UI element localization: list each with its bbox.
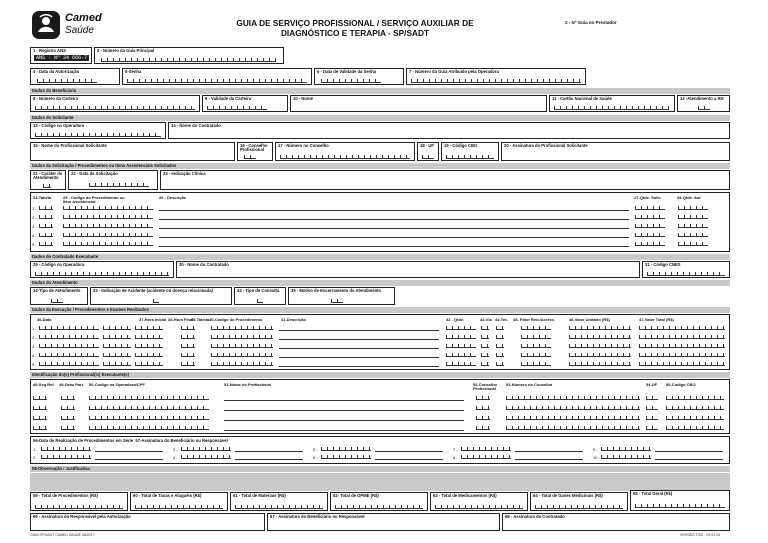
field-nome-contratado-exec[interactable]: 30 - Nome do Contratado — [176, 261, 640, 278]
via-cell[interactable] — [481, 335, 489, 339]
hora-inicial-cell[interactable] — [103, 362, 131, 366]
serie-assinatura-cell[interactable] — [235, 459, 303, 460]
cbo-cell[interactable] — [666, 426, 724, 430]
serie-data-cell[interactable] — [601, 455, 651, 459]
valor-total-cell[interactable] — [639, 326, 725, 330]
codigo-cell[interactable] — [211, 344, 273, 348]
nome-profissional-cell[interactable] — [224, 410, 464, 411]
hora-inicial-cell[interactable] — [103, 353, 131, 357]
descricao-cell[interactable] — [159, 210, 629, 211]
tabela-cell[interactable] — [39, 233, 53, 237]
valor-total-cell[interactable] — [639, 362, 725, 366]
numero-conselho-cell[interactable] — [506, 416, 640, 420]
numero-conselho-cell[interactable] — [506, 396, 640, 400]
grau-part-cell[interactable] — [61, 416, 75, 420]
hora-inicial-cell[interactable] — [103, 326, 131, 330]
conselho-cell[interactable] — [476, 396, 490, 400]
serie-assinatura-cell[interactable] — [375, 451, 443, 452]
serie-data-cell[interactable] — [41, 447, 91, 451]
descricao-cell[interactable] — [159, 219, 629, 220]
section-beneficiario: Dados do Beneficiário — [30, 88, 730, 94]
footer-right: VERSÃO TISS - 03.03.03 — [680, 533, 721, 537]
qtde-cell[interactable] — [446, 335, 476, 339]
page-title: GUIA DE SERVIÇO PROFISSIONAL / SERVIÇO AUXILIAR DE DIAGNÓSTICO E TERAPIA - SP/SADT — [236, 18, 474, 38]
serie-data-cell[interactable] — [461, 447, 511, 451]
fator-cell[interactable] — [521, 353, 551, 357]
table-row-label: 3 - — [32, 224, 37, 229]
serie-data-cell[interactable] — [181, 447, 231, 451]
section-contratado: Dados do Contratado Executante — [30, 254, 730, 260]
uf-cell[interactable] — [646, 406, 658, 410]
table-procedimentos-solicitados: 24-Tabela 25 - Código do Procedimento ou Item Assistencial 26 - Descrição 27-Qtde. Solic 28-Qtde. Aut 1 - 2 - 3 - 4 - 5 - — [30, 192, 730, 252]
field-data-solicitacao[interactable]: 22 - Data da Solicitação — [68, 170, 158, 190]
tabela-cell[interactable] — [181, 335, 195, 339]
codigo-cell[interactable] — [63, 224, 153, 228]
seq-ref-cell[interactable] — [33, 406, 47, 410]
fator-cell[interactable] — [521, 335, 551, 339]
uf-cell[interactable] — [646, 396, 658, 400]
qtde-aut-cell[interactable] — [678, 224, 708, 228]
qtde-solic-cell[interactable] — [635, 215, 665, 219]
descricao-cell[interactable] — [279, 366, 439, 367]
table-row-label: 4 - — [32, 353, 37, 358]
valor-unitario-cell[interactable] — [569, 326, 631, 330]
field-total-gases[interactable]: 64 - Total de Gases Medicinais (R$) — [530, 492, 628, 511]
descricao-cell[interactable] — [159, 228, 629, 229]
field-numero-carteira[interactable]: 8 - Número da Carteira — [30, 95, 200, 112]
qtde-aut-cell[interactable] — [678, 206, 708, 210]
qtde-cell[interactable] — [446, 362, 476, 366]
descricao-cell[interactable] — [159, 246, 629, 247]
field-numero-conselho[interactable]: 17 - Número no Conselho — [275, 142, 415, 161]
field-cbo-solic[interactable]: 19 - Código CBO — [441, 142, 499, 161]
hora-final-cell[interactable] — [135, 335, 163, 339]
cbo-cell[interactable] — [666, 406, 724, 410]
serie-data-cell[interactable] — [181, 455, 231, 459]
valor-unitario-cell[interactable] — [569, 353, 631, 357]
cbo-cell[interactable] — [666, 396, 724, 400]
valor-unitario-cell[interactable] — [569, 362, 631, 366]
valor-total-cell[interactable] — [639, 344, 725, 348]
codigo-cpf-cell[interactable] — [89, 416, 209, 420]
nome-profissional-cell[interactable] — [224, 400, 464, 401]
valor-total-cell[interactable] — [639, 353, 725, 357]
field-atendimento-rn[interactable]: 12 -Atendimento a RN — [677, 95, 730, 112]
field-guia-principal[interactable]: 3 - Número da Guia Principal — [94, 47, 284, 64]
codigo-cell[interactable] — [211, 326, 273, 330]
qtde-solic-cell[interactable] — [635, 233, 665, 237]
serie-data-cell[interactable] — [321, 447, 371, 451]
field-tipo-atendimento[interactable]: 32-Tipo de Atendimento — [30, 287, 88, 305]
tec-cell[interactable] — [496, 326, 504, 330]
descricao-cell[interactable] — [159, 237, 629, 238]
section-profissionais: Identificação do(s) Profissional(is) Executante(s) — [30, 372, 730, 378]
serie-item-label: 5 - — [313, 447, 318, 452]
serie-assinatura-cell[interactable] — [95, 451, 163, 452]
uf-cell[interactable] — [646, 426, 658, 430]
serie-item-label: 7 - — [453, 447, 458, 452]
field-assinatura-beneficiario[interactable]: 67 - Assinatura do Beneficiário ou Responsável — [267, 513, 500, 531]
qtde-solic-cell[interactable] — [635, 242, 665, 246]
table-row-label: 4 - — [32, 233, 37, 238]
logo-text-saude: Saúde — [65, 25, 94, 36]
data-cell[interactable] — [39, 326, 99, 330]
tabela-cell[interactable] — [39, 215, 53, 219]
tabela-cell[interactable] — [181, 362, 195, 366]
field-nome-contratado-solic[interactable]: 14 - Nome do Contratado — [168, 122, 730, 139]
table-row-label: 2 - — [32, 215, 37, 220]
serie-assinatura-cell[interactable] — [655, 459, 723, 460]
hora-final-cell[interactable] — [135, 362, 163, 366]
via-cell[interactable] — [481, 353, 489, 357]
section-solicitacao: Dados da Solicitação / Procedimentos ou Itens Assistenciais Solicitados — [30, 163, 730, 169]
qtde-cell[interactable] — [446, 344, 476, 348]
field-codigo-operadora-exec[interactable]: 29 - Código na Operadora — [30, 261, 174, 278]
serie-item-label: 2 - — [33, 455, 38, 460]
section-observacao: 58-Observação / Justificativa — [30, 466, 730, 472]
table-row-label: 1 - — [32, 206, 37, 211]
descricao-cell[interactable] — [279, 357, 439, 358]
tabela-cell[interactable] — [39, 224, 53, 228]
via-cell[interactable] — [481, 362, 489, 366]
field-assinatura-autorizacao[interactable]: 66 - Assinatura do Responsável pela Autorização — [30, 513, 265, 531]
field-cnes[interactable]: 31 - Código CNES — [642, 261, 730, 278]
cbo-cell[interactable] — [666, 416, 724, 420]
serie-data-cell[interactable] — [41, 455, 91, 459]
field-tipo-consulta[interactable]: 34 - Tipo de Consulta — [234, 287, 286, 305]
guia-prestador-label: 2 - Nº Guia no Prestador — [565, 20, 617, 25]
field-assinatura-contratado[interactable]: 68 - Assinatura do Contratado — [502, 513, 730, 531]
tec-cell[interactable] — [496, 335, 504, 339]
serie-assinatura-cell[interactable] — [655, 451, 723, 452]
hora-final-cell[interactable] — [135, 353, 163, 357]
serie-data-cell[interactable] — [461, 455, 511, 459]
codigo-cell[interactable] — [63, 206, 153, 210]
valor-total-cell[interactable] — [639, 335, 725, 339]
seq-ref-cell[interactable] — [33, 416, 47, 420]
serie-item-label: 4 - — [173, 455, 178, 460]
field-uf-solic[interactable]: 18 - UF — [417, 142, 439, 161]
tabela-cell[interactable] — [181, 326, 195, 330]
grau-part-cell[interactable] — [61, 396, 75, 400]
qtde-solic-cell[interactable] — [635, 206, 665, 210]
conselho-cell[interactable] — [476, 426, 490, 430]
serie-data-cell[interactable] — [601, 447, 651, 451]
codigo-cpf-cell[interactable] — [89, 396, 209, 400]
grau-part-cell[interactable] — [61, 406, 75, 410]
nome-profissional-cell[interactable] — [224, 420, 464, 421]
table-profissionais: 48-Seq.Ref 49-Grau Part. 50-Código na Operadora/CPF 51-Nome do Profissional 52-Conselho Profissional 53-Número no Conselho 54-UF 55-Código CBO — [30, 379, 730, 434]
codigo-cell[interactable] — [211, 353, 273, 357]
valor-unitario-cell[interactable] — [569, 335, 631, 339]
field-observacao[interactable] — [30, 473, 730, 491]
tabela-cell[interactable] — [181, 353, 195, 357]
hora-final-cell[interactable] — [135, 326, 163, 330]
fator-cell[interactable] — [521, 362, 551, 366]
qtde-aut-cell[interactable] — [678, 242, 708, 246]
field-validade-carteira[interactable]: 9 - Validade da Carteira — [202, 95, 288, 112]
tec-cell[interactable] — [496, 344, 504, 348]
serie-item-label: 3 - — [173, 447, 178, 452]
field-profissional-solicitante[interactable]: 15 - Nome do Profissional Solicitante — [30, 142, 235, 161]
serie-assinatura-cell[interactable] — [515, 459, 583, 460]
footer-left: GUIA SP/SADT CAMED SAUDE 08/2017 — [30, 533, 95, 537]
serie-assinatura-cell[interactable] — [95, 459, 163, 460]
codigo-cell[interactable] — [63, 233, 153, 237]
descricao-cell[interactable] — [279, 339, 439, 340]
field-procedimentos-serie[interactable]: 56-Data de Realização de Procedimentos em Série 57-Assinatura do Beneficiário ou Responsável 1 - 2 - 3 - 4 - 5 - 6 - 7 - 8 - 9 - 10 - — [30, 436, 730, 464]
section-atendimento: Dados do Atendimento — [30, 280, 730, 286]
field-total-medicamentos[interactable]: 63 - Total de Medicamentos (R$) — [430, 492, 528, 511]
qtde-cell[interactable] — [446, 326, 476, 330]
field-assinatura-solicitante[interactable]: 20 - Assinatura do Profissional Solicitante — [501, 142, 730, 161]
field-senha[interactable]: 5-Senha — [122, 68, 312, 85]
field-carater-atendimento[interactable]: 21 - Caráter do Atendimento — [30, 170, 66, 190]
serie-item-label: 10 - — [593, 455, 600, 460]
serie-item-label: 6 - — [313, 455, 318, 460]
fator-cell[interactable] — [521, 344, 551, 348]
data-cell[interactable] — [39, 335, 99, 339]
field-total-opme[interactable]: 62- Total de OPME (R$) — [330, 492, 428, 511]
field-cartao-nacional[interactable]: 11 - Cartão Nacional de Saúde — [549, 95, 675, 112]
camed-logo-icon — [31, 10, 61, 40]
field-codigo-operadora-solic[interactable]: 13 - Código na Operadora — [30, 122, 166, 139]
numero-conselho-cell[interactable] — [506, 426, 640, 430]
qtde-aut-cell[interactable] — [678, 233, 708, 237]
field-motivo-encerramento[interactable]: 35 - Motivo de Encerramento do Atendimento — [288, 287, 395, 305]
numero-conselho-cell[interactable] — [506, 406, 640, 410]
field-nome-beneficiario[interactable]: 10 - Nome — [290, 95, 547, 112]
field-validade-senha[interactable]: 6 - Data de Validade da Senha — [314, 68, 404, 85]
conselho-cell[interactable] — [476, 416, 490, 420]
serie-item-label: 1 - — [33, 447, 38, 452]
table-row-label: 3 - — [32, 344, 37, 349]
data-cell[interactable] — [39, 353, 99, 357]
field-total-procedimentos[interactable]: 59 - Total de Procedimentos (R$) — [30, 492, 128, 511]
field-total-materiais[interactable]: 61 - Total de Materiais (R$) — [230, 492, 328, 511]
codigo-cell[interactable] — [63, 215, 153, 219]
tabela-cell[interactable] — [39, 242, 53, 246]
fator-cell[interactable] — [521, 326, 551, 330]
field-data-autorizacao[interactable]: 4 - Data da Autorização — [30, 68, 120, 85]
registro-ans-value: ANS - Nº 34 666-7 — [36, 55, 88, 61]
codigo-cpf-cell[interactable] — [89, 426, 209, 430]
grau-part-cell[interactable] — [61, 426, 75, 430]
via-cell[interactable] — [481, 326, 489, 330]
qtde-cell[interactable] — [446, 353, 476, 357]
nome-profissional-cell[interactable] — [224, 430, 464, 431]
hora-final-cell[interactable] — [135, 344, 163, 348]
hora-inicial-cell[interactable] — [103, 335, 131, 339]
codigo-cell[interactable] — [63, 242, 153, 246]
hora-inicial-cell[interactable] — [103, 344, 131, 348]
conselho-cell[interactable] — [476, 406, 490, 410]
table-row-label: 5 - — [32, 362, 37, 367]
tec-cell[interactable] — [496, 362, 504, 366]
field-registro-ans[interactable]: 1 - Registro ANS ANS - Nº 34 666-7 — [30, 47, 92, 64]
serie-assinatura-cell[interactable] — [375, 459, 443, 460]
tabela-cell[interactable] — [181, 344, 195, 348]
codigo-cell[interactable] — [211, 335, 273, 339]
tec-cell[interactable] — [496, 353, 504, 357]
field-indicacao-acidente[interactable]: 33 - Indicação de Acidente (acidente ou doença relacionada) — [90, 287, 232, 305]
seq-ref-cell[interactable] — [33, 396, 47, 400]
serie-data-cell[interactable] — [321, 455, 371, 459]
table-procedimentos-realizados: 36-Data 37-Hora Inicial 38-Hora Final 39-Tabela 40-Código do Procedimento 41-Descrição 42 - Qtde. 43-Via 44-Tec. 45- Fator Red./Acresc. 46-Valor Unitário (R$) 47-Valor Total (R$) 1 - 2 - 3 - 4 - 5 - — [30, 314, 730, 370]
seq-ref-cell[interactable] — [33, 426, 47, 430]
table-row-label: 5 - — [32, 242, 37, 247]
via-cell[interactable] — [481, 344, 489, 348]
tabela-cell[interactable] — [39, 206, 53, 210]
serie-assinatura-cell[interactable] — [515, 451, 583, 452]
field-guia-operadora[interactable]: 7 - Número da Guia Atribuído pela Operadora — [406, 68, 586, 85]
valor-unitario-cell[interactable] — [569, 344, 631, 348]
field-indicacao-clinica[interactable]: 23 - Indicação Clínica — [160, 170, 730, 190]
qtde-solic-cell[interactable] — [635, 224, 665, 228]
descricao-cell[interactable] — [279, 330, 439, 331]
uf-cell[interactable] — [646, 416, 658, 420]
field-total-taxas[interactable]: 60 - Total de Taxas e Aluguéis (R$) — [130, 492, 228, 511]
field-total-geral[interactable]: 65 - Total Geral (R$) — [630, 490, 730, 511]
descricao-cell[interactable] — [279, 348, 439, 349]
serie-item-label: 8 - — [453, 455, 458, 460]
data-cell[interactable] — [39, 344, 99, 348]
data-cell[interactable] — [39, 362, 99, 366]
section-execucao: Dados da Execução / Procedimentos e Exames Realizados — [30, 307, 730, 313]
table-row-label: 2 - — [32, 335, 37, 340]
codigo-cell[interactable] — [211, 362, 273, 366]
serie-item-label: 9 - — [593, 447, 598, 452]
logo-text-camed: Camed — [65, 12, 102, 24]
table-row-label: 1 - — [32, 326, 37, 331]
section-solicitante: Dados do Solicitante — [30, 115, 730, 121]
serie-assinatura-cell[interactable] — [235, 451, 303, 452]
field-conselho-profissional[interactable]: 16 - Conselho Profissional — [237, 142, 273, 161]
camed-logo — [31, 9, 111, 41]
codigo-cpf-cell[interactable] — [89, 406, 209, 410]
qtde-aut-cell[interactable] — [678, 215, 708, 219]
